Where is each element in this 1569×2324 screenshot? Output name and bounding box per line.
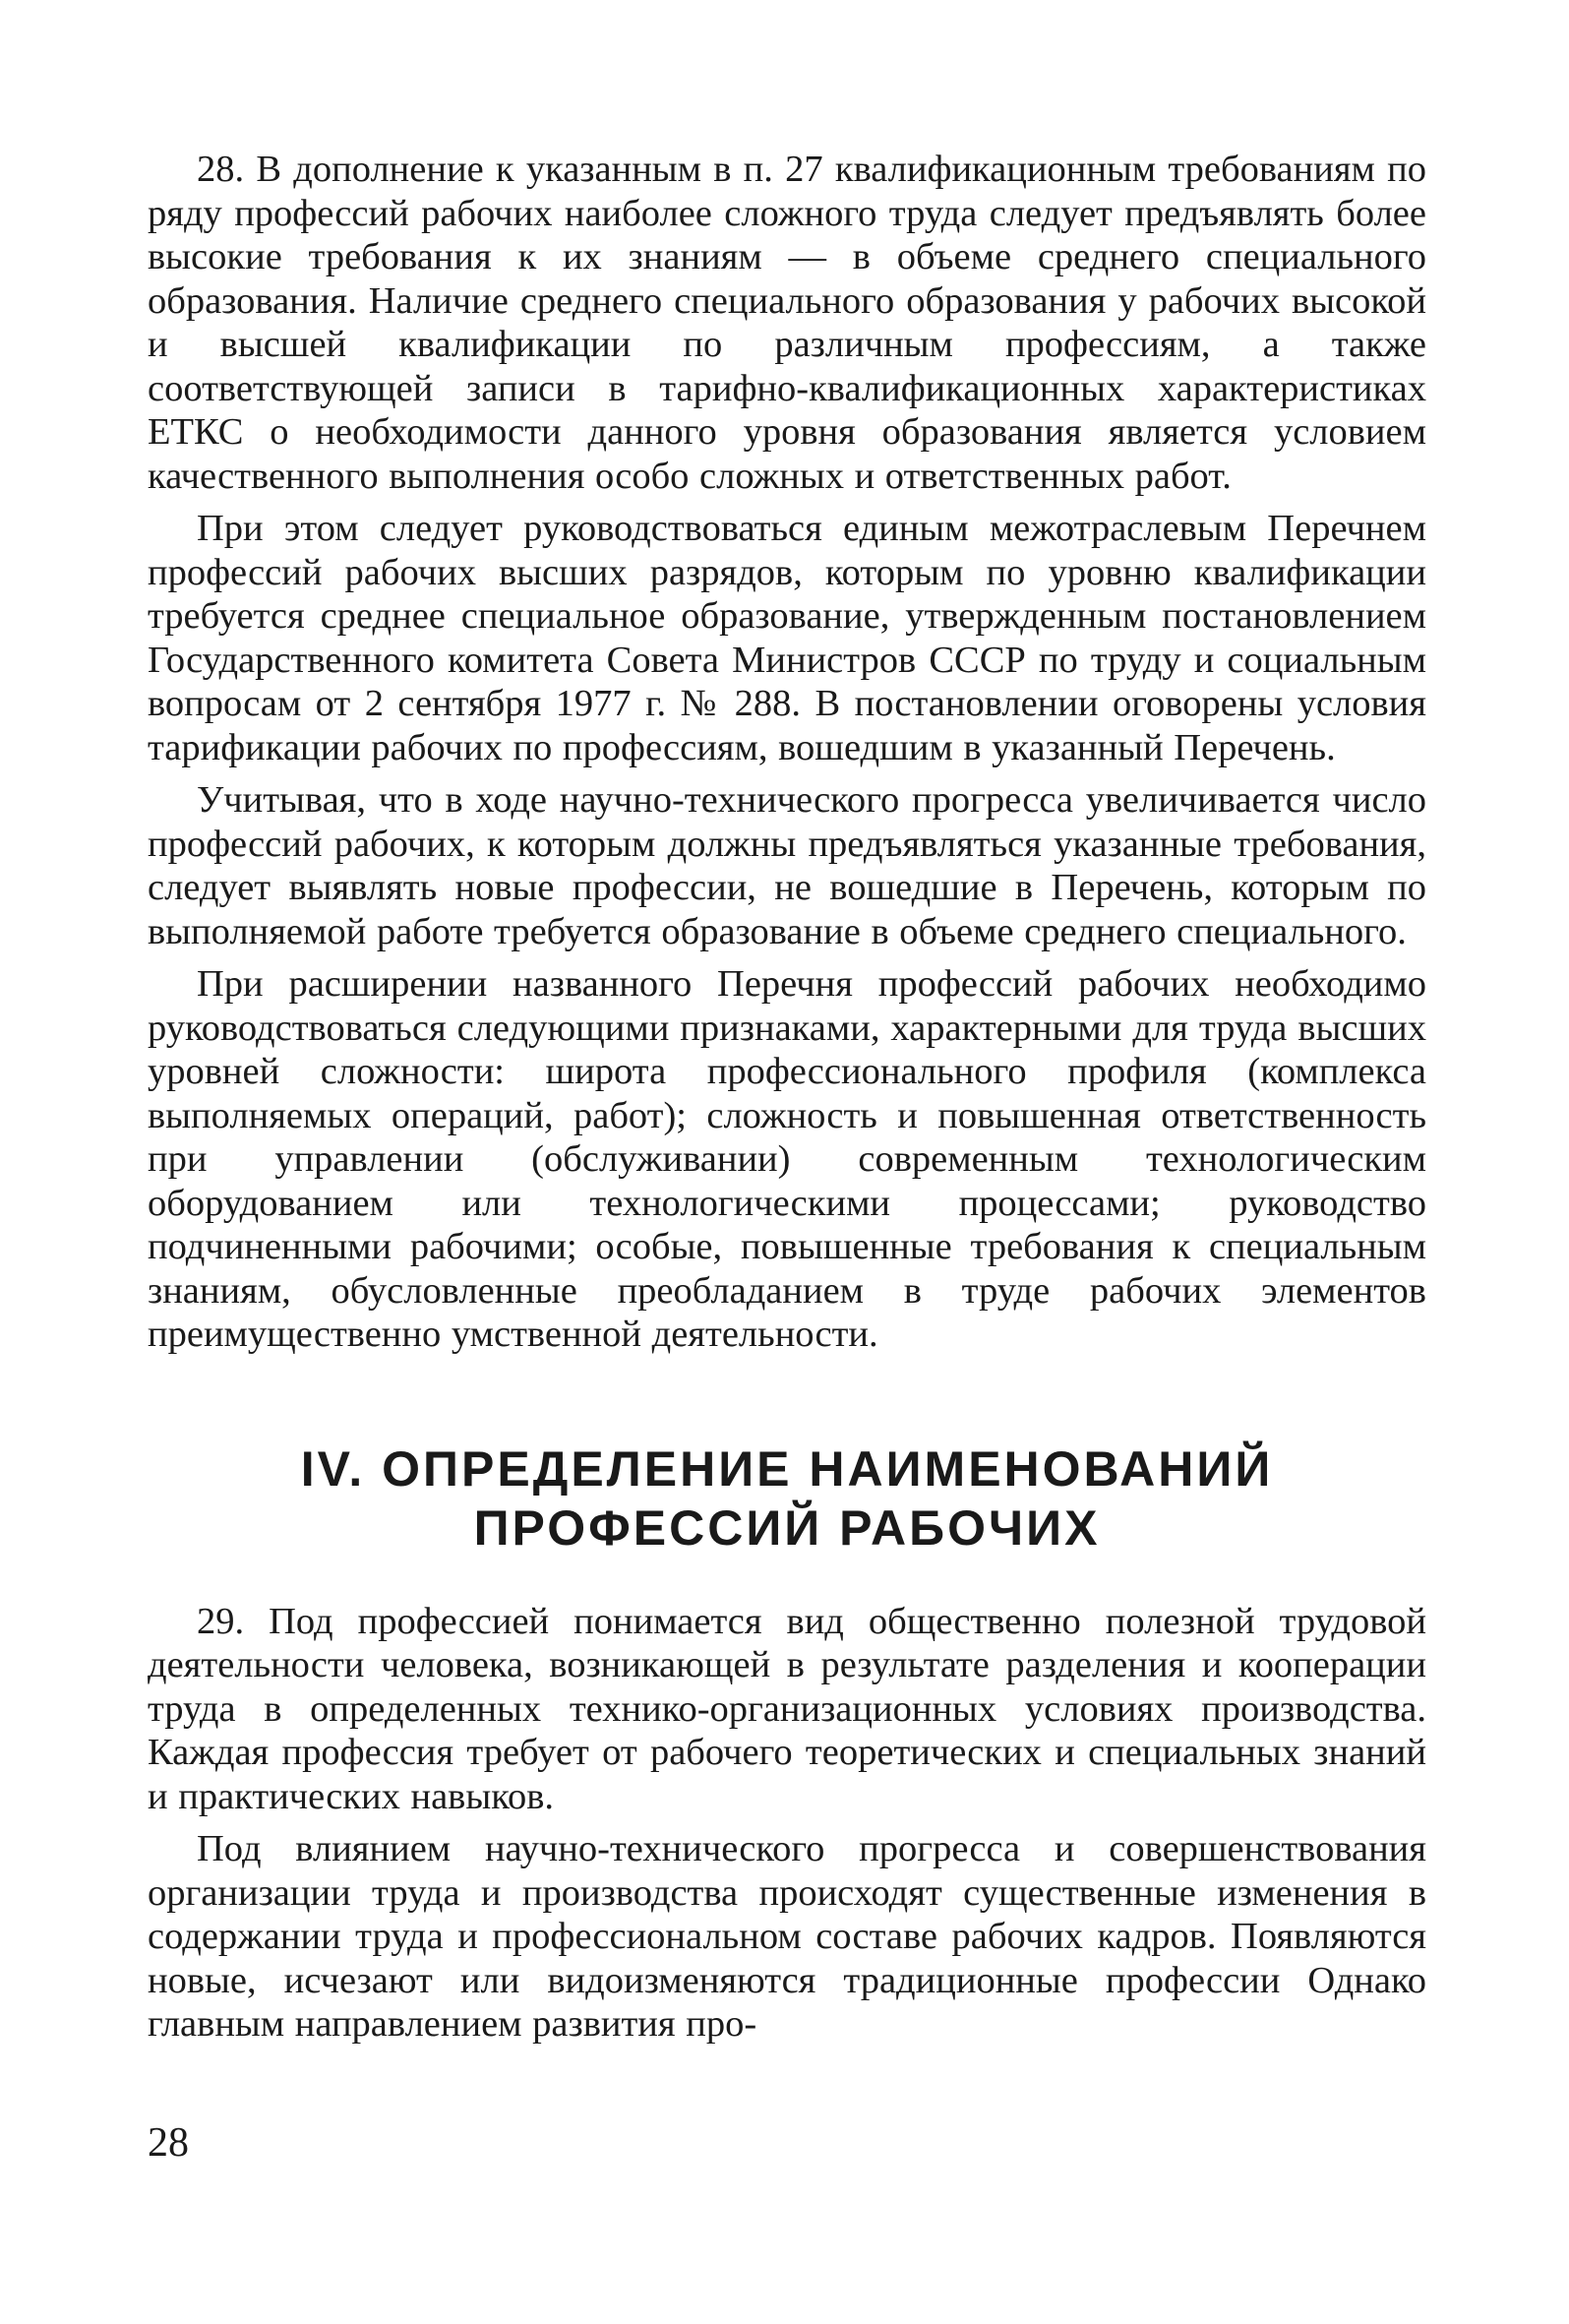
section-heading-line-1: IV. ОПРЕДЕЛЕНИЕ НАИМЕНОВАНИЙ [300,1440,1274,1497]
paragraph-progress: Под влиянием научно-технического прогресса и совершенствования организации труда и производства происходят существенные изменения в содержании труда и профессиональном составе рабочих кадров. Появляются новые, исчезают или видоизменяются традиционные профессии Однако главным направлением развития про- [148,1828,1426,2045]
paragraph-28: 28. В дополнение к указанным в п. 27 квалификационным требованиям по ряду профессий рабочих наиболее сложного труда следует предъявлять более высокие требования к их знаниям — в объеме среднего специального образования. Наличие среднего специального образования у рабочих высокой и высшей квалификации по различным профессиям, а также соответствующей записи в тарифно-квалификационных характеристиках ЕТКС о необходимости данного уровня образования является условием качественного выполнения особо сложных и ответственных работ. [148,149,1426,497]
paragraph-criteria: При расширении названного Перечня профессий рабочих необходимо руководствоваться следующими признаками, характерными для труда высших уровней сложности: широта профессионального профиля (комплекса выполняемых операций, работ); сложность и повышенная ответственность при управлении (обслуживании) современным технологическим оборудованием или технологическими процессами; руководство подчиненными рабочими; особые, повышенные требования к специальным знаниям, обусловленные преобладанием в труде рабочих элементов преимущественно умственной деятельности. [148,963,1426,1355]
paragraph-list-reference: При этом следует руководствоваться единым межотраслевым Перечнем профессий рабочих высших разрядов, которым по уровню квалификации требуется среднее специальное образование, утвержденным постановлением Государственного комитета Совета Министров СССР по труду и социальным вопросам от 2 сентября 1977 г. № 288. В постановлении оговорены условия тарификации рабочих по профессиям, вошедшим в указанный Перечень. [148,508,1426,768]
page-number: 28 [148,2120,189,2166]
paragraph-new-professions: Учитывая, что в ходе научно-технического прогресса увеличивается число профессий рабочих, к которым должны предъявляться указанные требования, следует выявлять новые профессии, не вошедшие в Перечень, которым по выполняемой работе требуется образование в объеме среднего специального. [148,779,1426,952]
paragraph-29: 29. Под профессией понимается вид общественно полезной трудовой деятельности человека, возникающей в результате разделения и кооперации труда в определенных технико-организационных условиях производства. Каждая профессия требует от рабочего теоретических и специальных знаний и практических навыков. [148,1600,1426,1817]
page-body [148,148,1426,2055]
section-heading-line-2: ПРОФЕССИЙ РАБОЧИХ [473,1499,1101,1556]
section-heading [148,1439,1426,1558]
